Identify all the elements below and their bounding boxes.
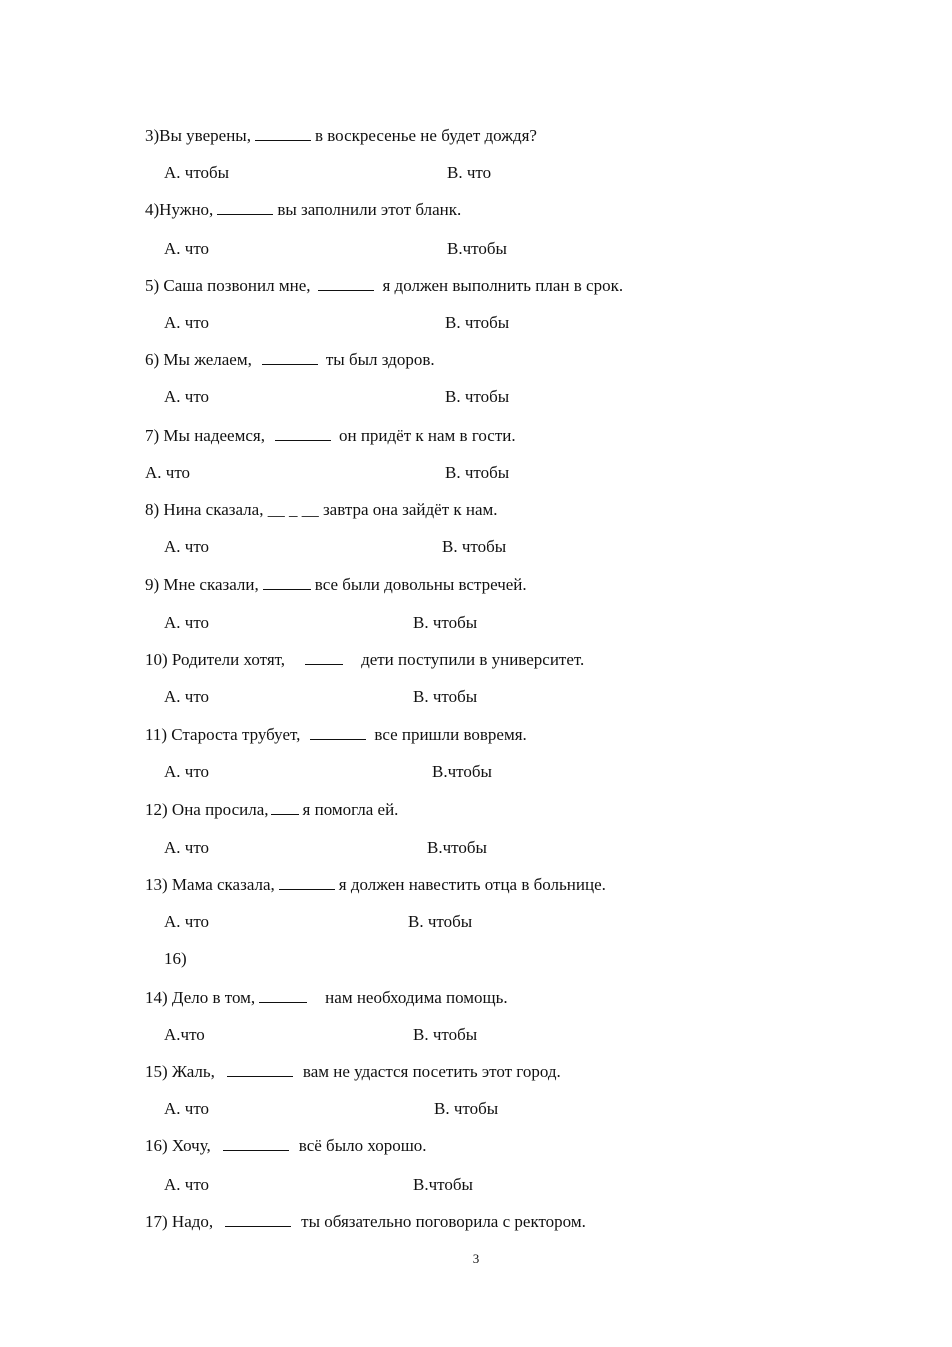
question-text-end: дети поступили в университет.: [361, 650, 585, 669]
question-text-end: я помогла ей.: [302, 800, 399, 819]
question-text-end: в воскресенье не будет дождя?: [314, 126, 537, 145]
question-15: [145, 1062, 561, 1082]
question-text-end: завтра она зайдёт к нам.: [322, 500, 498, 519]
answer-blank[interactable]: [305, 650, 343, 665]
question-6: [145, 350, 435, 370]
question-text: 15) Жаль,: [145, 1062, 215, 1081]
option-b: В. чтобы: [434, 1099, 499, 1118]
answer-blank[interactable]: [262, 350, 318, 365]
question-text: 13) Мама сказала,: [145, 875, 275, 894]
option-b: В.чтобы: [427, 838, 487, 857]
option-b: В. чтобы: [445, 313, 510, 332]
answer-blank[interactable]: __ _ __: [267, 500, 319, 519]
option-b: В.чтобы: [447, 239, 507, 258]
question-text-end: все пришли вовремя.: [374, 725, 527, 744]
question-12: [145, 800, 398, 820]
answer-blank[interactable]: [227, 1062, 293, 1077]
answer-blank[interactable]: [217, 200, 273, 215]
option-b: В. чтобы: [413, 1025, 478, 1044]
question-17: [145, 1212, 586, 1232]
option-a: А. чтобы: [164, 163, 230, 182]
option-a: А. что: [164, 838, 210, 857]
option-a: А. что: [164, 762, 210, 781]
option-b: В. чтобы: [445, 463, 510, 482]
option-a: А. что: [164, 1175, 210, 1194]
answer-blank[interactable]: [310, 725, 366, 740]
question-text: 7) Мы надеемся,: [145, 426, 265, 445]
question-4: [145, 200, 461, 220]
question-text: 14) Дело в том,: [145, 988, 256, 1007]
question-text: 3)Вы уверены,: [145, 126, 251, 145]
question-text-end: ты был здоров.: [325, 350, 435, 369]
answer-blank[interactable]: [271, 800, 299, 815]
answer-blank[interactable]: [263, 575, 311, 590]
question-text-end: я должен навестить отца в больнице.: [338, 875, 606, 894]
answer-blank[interactable]: [275, 426, 331, 441]
option-a: А. что: [164, 239, 210, 258]
question-16: [145, 1136, 427, 1156]
question-7: [145, 426, 516, 446]
option-a: А. что: [145, 463, 191, 482]
question-text-end: всё было хорошо.: [298, 1136, 427, 1155]
option-b: В. чтобы: [408, 912, 473, 931]
answer-blank[interactable]: [225, 1212, 291, 1227]
option-b: В. что: [447, 163, 492, 182]
option-a: А. что: [164, 613, 210, 632]
page-number: 3: [472, 1251, 480, 1266]
option-b: В. чтобы: [413, 613, 478, 632]
answer-blank[interactable]: [223, 1136, 289, 1151]
question-text: 9) Мне сказали,: [145, 575, 259, 594]
question-text-end: я должен выполнить план в срок.: [382, 276, 624, 295]
question-13: [145, 875, 606, 895]
question-text-end: он придёт к нам в гости.: [338, 426, 516, 445]
option-a: А. что: [164, 313, 210, 332]
option-b: В.чтобы: [432, 762, 492, 781]
option-b: В.чтобы: [413, 1175, 473, 1194]
option-a: А. что: [164, 387, 210, 406]
question-text: 17) Надо,: [145, 1212, 214, 1231]
answer-blank[interactable]: [255, 126, 311, 141]
option-b: В. чтобы: [445, 387, 510, 406]
option-a: А. что: [164, 1099, 210, 1118]
question-14: [145, 988, 508, 1008]
question-text: 8) Нина сказала,: [145, 500, 264, 519]
option-a: А. что: [164, 537, 210, 556]
question-text: 11) Староста трубует,: [145, 725, 301, 744]
question-11: [145, 725, 527, 745]
question-9: [145, 575, 527, 595]
option-b: В. чтобы: [413, 687, 478, 706]
answer-blank[interactable]: [259, 988, 307, 1003]
question-3: [145, 126, 537, 146]
question-text: 12) Она просила,: [145, 800, 269, 819]
question-text: 10) Родители хотят,: [145, 650, 286, 669]
question-text: 16) Хочу,: [145, 1136, 211, 1155]
answer-blank[interactable]: [318, 276, 374, 291]
question-text-end: вам не удастся посетить этот город.: [302, 1062, 561, 1081]
question-text: 6) Мы желаем,: [145, 350, 252, 369]
question-text-end: все были довольны встречей.: [314, 575, 527, 594]
option-a: А. что: [164, 912, 210, 931]
question-text-end: нам необходима помощь.: [325, 988, 508, 1007]
option-a: А. что: [164, 687, 210, 706]
question-text: 5) Саша позвонил мне,: [145, 276, 311, 295]
question-text-end: ты обязательно поговорила с ректором.: [301, 1212, 586, 1231]
option-a: А.что: [164, 1025, 205, 1044]
question-text-end: вы заполнили этот бланк.: [277, 200, 462, 219]
question-8: [145, 500, 498, 520]
question-text: 4)Нужно,: [145, 200, 214, 219]
option-b: В. чтобы: [442, 537, 507, 556]
answer-blank[interactable]: [279, 875, 335, 890]
question-5: [145, 276, 623, 296]
stray-number-label: 16): [164, 949, 187, 968]
question-10: [145, 650, 584, 670]
